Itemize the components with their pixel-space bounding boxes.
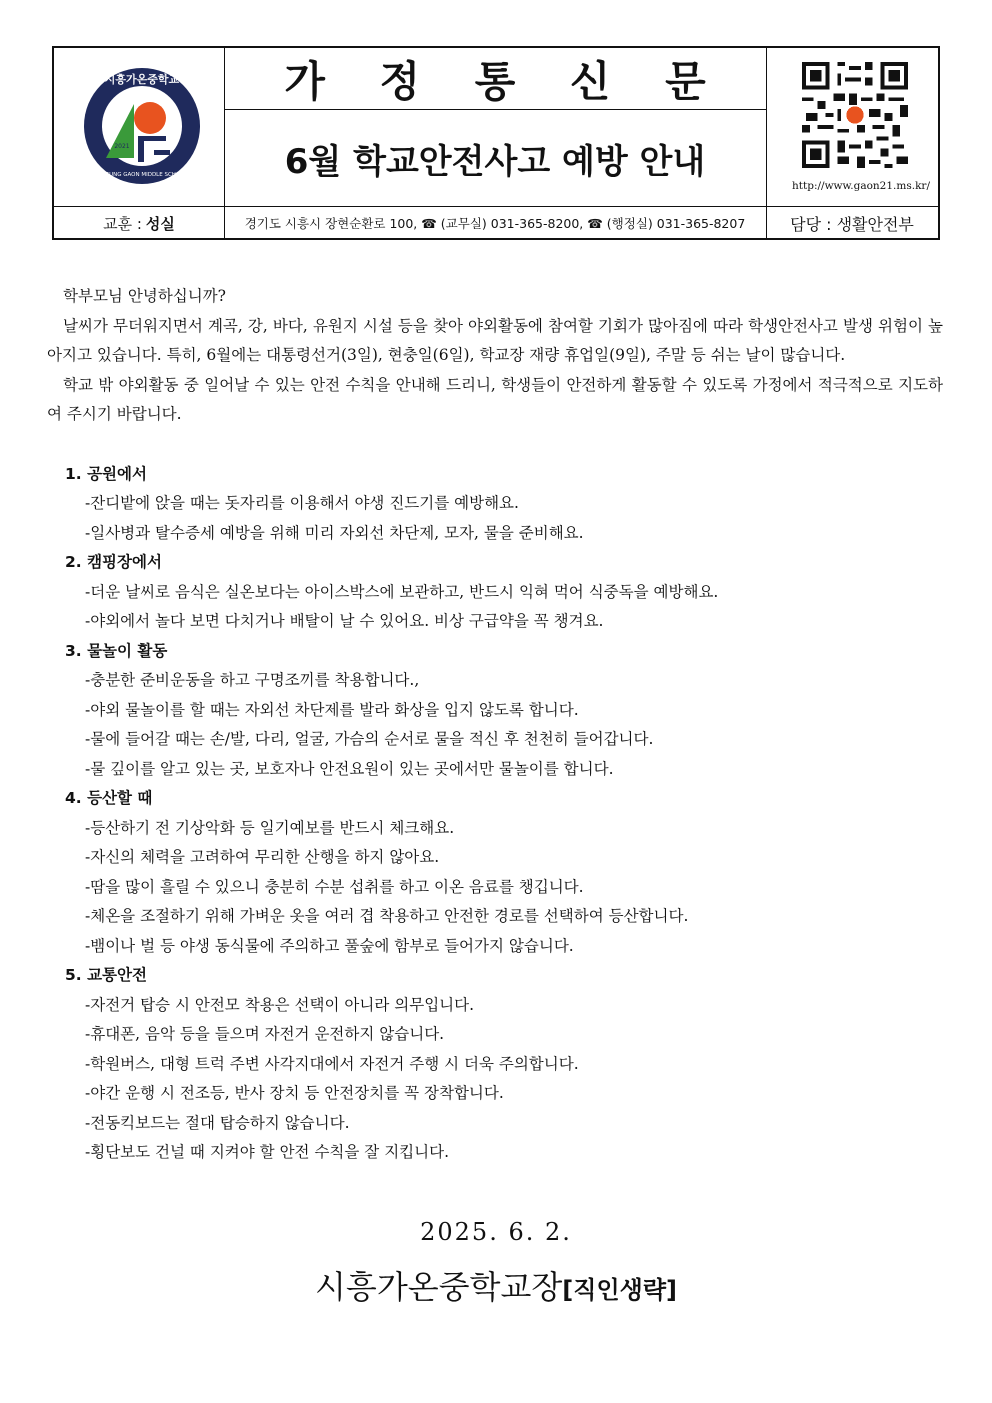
section-park [47, 460, 943, 549]
list-item: -횡단보도 건널 때 지켜야 할 안전 수칙을 잘 지킵니다. [85, 1143, 450, 1161]
list-item: -학원버스, 대형 트럭 주변 사각지대에서 자전거 주행 시 더욱 주의합니다. [85, 1054, 579, 1073]
list-item: -더운 날씨로 음식은 실온보다는 아이스박스에 보관하고, 반드시 익혀 먹어 식중독을 예방해요. [85, 582, 719, 601]
list-item: -야외 물놀이를 할 때는 자외선 차단제를 발라 화상을 입지 않도록 합니다. [85, 700, 579, 719]
signature-name: 시흥가온중학교장 [315, 1268, 563, 1306]
school-url[interactable]: http://www.gaon21.ms.kr/ [792, 180, 930, 192]
logo-cell [54, 48, 225, 206]
list-item: -물 깊이를 알고 있는 곳, 보호자나 안전요원이 있는 곳에서만 물놀이를 합니다. [85, 759, 614, 778]
letter-body [47, 282, 943, 1168]
motto-label: 교훈 : [103, 214, 142, 233]
section-title: 3. 물놀이 활동 [65, 641, 168, 660]
logo-year: 2021 [114, 143, 130, 150]
list-item: -야간 운행 시 전조등, 반사 장치 등 안전장치를 꼭 장착합니다. [85, 1084, 504, 1102]
issue-date: 2025. 6. 2. [420, 1218, 572, 1246]
page-title: 가 정 통 신 문 [224, 48, 766, 110]
section-traffic [47, 961, 943, 1168]
list-item: -체온을 조절하기 위해 가벼운 옷을 여러 겹 착용하고 안전한 경로를 선택하여 등산합니다. [85, 907, 689, 925]
school-motto [54, 207, 225, 239]
section-water [47, 637, 943, 785]
info-row [54, 206, 938, 239]
list-item: -충분한 준비운동을 하고 구명조끼를 착용합니다., [85, 671, 420, 689]
list-item: -전동킥보드는 절대 탑승하지 않습니다. [85, 1113, 350, 1132]
page-subtitle: 6월 학교안전사고 예방 안내 [284, 141, 706, 182]
newsletter-header [52, 46, 940, 240]
list-item: -일사병과 탈수증세 예방을 위해 미리 자외선 차단제, 모자, 물을 준비해요. [85, 523, 584, 542]
manager-dept: 담당 : 생활안전부 [790, 214, 914, 234]
list-item: -땀을 많이 흘릴 수 있으니 충분히 수분 섭취를 하고 이온 음료를 챙깁니다. [85, 877, 584, 896]
section-camping [47, 548, 943, 637]
stamp-omitted: [직인생략] [562, 1276, 677, 1304]
title-cell [224, 48, 767, 206]
list-item: -야외에서 놀다 보면 다치거나 배탈이 날 수 있어요. 비상 구급약을 꼭 챙겨요. [85, 612, 604, 630]
section-hiking [47, 784, 943, 961]
list-item: -휴대폰, 음악 등을 들으며 자전거 운전하지 않습니다. [85, 1025, 445, 1043]
list-item: -잔디밭에 앉을 때는 돗자리를 이용해서 야생 진드기를 예방해요. [85, 494, 519, 512]
section-title: 5. 교통안전 [65, 966, 147, 984]
list-item: -자신의 체력을 고려하여 무리한 산행을 하지 않아요. [85, 848, 440, 866]
list-item: -자전거 탑승 시 안전모 착용은 선택이 아니라 의무입니다. [85, 995, 475, 1014]
principal-signature [0, 1262, 992, 1308]
section-title: 1. 공원에서 [65, 464, 147, 483]
qr-code-icon [798, 58, 912, 172]
school-address: 경기도 시흥시 장현순환로 100, ☎ (교무실) 031-365-8200, ☎ (행정실) 031-365-8207 [224, 207, 767, 239]
list-item: -물에 들어갈 때는 손/발, 다리, 얼굴, 가슴의 순서로 물을 적신 후 천천히 들어갑니다. [85, 730, 654, 748]
intro-paragraph-2: 학교 밖 야외활동 중 일어날 수 있는 안전 수칙을 안내해 드리니, 학생들이 안전하게 활동할 수 있도록 가정에서 적극적으로 지도하여 주시기 바랍니다. [47, 375, 943, 423]
logo-kr-text: 시흥가온중학교 [104, 73, 180, 86]
qr-cell [766, 48, 938, 206]
list-item: -등산하기 전 기상악화 등 일기예보를 반드시 체크해요. [85, 818, 455, 837]
logo-en-text: SIHEUNG GAON MIDDLE SCHOOL [96, 172, 188, 178]
motto-value: 성실 [145, 214, 175, 233]
list-item: -뱀이나 벌 등 야생 동식물에 주의하고 풀숲에 함부로 들어가지 않습니다. [85, 936, 574, 955]
section-title: 2. 캠핑장에서 [65, 553, 162, 571]
greeting: 학부모님 안녕하십니까? [63, 287, 226, 305]
school-logo [82, 66, 202, 186]
intro-paragraph-1: 날씨가 무더워지면서 계곡, 강, 바다, 유원지 시설 등을 찾아 야외활동에 참여할 기회가 많아짐에 따라 학생안전사고 발생 위험이 높아지고 있습니다. 특히, 6월에는 대통령선거(3일), 현충일(6일), 학교장 재량 휴업일(9일), 주말 등 쉬는 날이 많습니다. [47, 316, 943, 364]
section-title: 4. 등산할 때 [65, 789, 153, 807]
